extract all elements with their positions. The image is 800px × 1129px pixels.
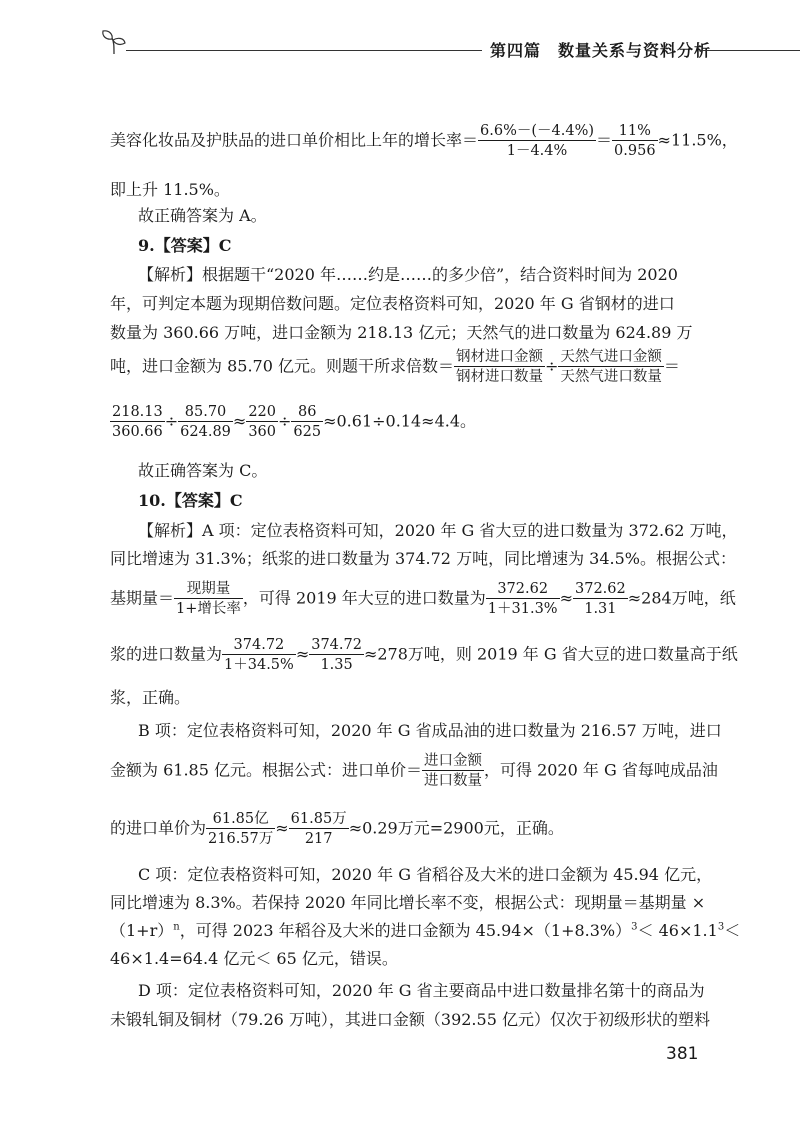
paragraph-line: 【解析】A 项：定位表格资料可知，2020 年 G 省大豆的进口数量为 372.62 万吨， <box>138 521 738 540</box>
paragraph-line: 同比增速为 31.3%；纸浆的进口数量为 374.72 万吨，同比增速为 34.5%。根据公式： <box>110 549 736 568</box>
paragraph-line: 即上升 11.5%。 <box>110 180 230 199</box>
fraction: $\frac{374.72}{1.35}$ <box>311 637 362 674</box>
fraction: $\frac{\text{进口金额}}{\text{进口数量}}$ <box>423 753 482 790</box>
fraction: $\frac{374.72}{1+34.5\%}$ <box>224 637 294 674</box>
paragraph-line: B 项：定位表格资料可知，2020 年 G 省成品油的进口数量为 216.57 万吨，进口 <box>138 721 722 740</box>
fraction: $\frac{372.62}{1.31}$ <box>575 581 626 618</box>
answer-conclusion: 故正确答案为 A。 <box>138 206 267 225</box>
fraction: $\frac{\text{61.85亿}}{\text{216.57万}}$ <box>208 811 274 848</box>
header-rule-right <box>700 50 800 51</box>
paragraph-line: 同比增速为 8.3%。若保持 2020 年同比增长率不变，根据公式：现期量＝基期量 × <box>110 893 706 912</box>
running-header <box>100 28 740 58</box>
q10-answer-label: 10.【答案】C <box>138 491 243 510</box>
paragraph-line: 年，可判定本题为现期倍数问题。定位表格资料可知，2020 年 G 省钢材的进口 <box>110 294 675 313</box>
paragraph-line: D 项：定位表格资料可知，2020 年 G 省主要商品中进口数量排名第十的商品为 <box>138 981 705 1000</box>
fraction: $\frac{\text{钢材进口金额}}{\text{钢材进口数量}}$ <box>455 349 543 386</box>
fraction: $\frac{85.70}{624.89}$ <box>180 404 231 441</box>
header-title: 第四篇 数量关系与资料分析 <box>490 41 712 60</box>
paragraph-line: 46×1.4=64.4 亿元＜ 65 亿元，错误。 <box>110 949 398 968</box>
fraction: $\frac{86}{625}$ <box>293 404 322 441</box>
header-rule-left <box>126 50 482 51</box>
paragraph-line: 数量为 360.66 万吨，进口金额为 218.13 亿元；天然气的进口数量为 624.89 万 <box>110 323 693 342</box>
growth-rate-line: 美容化妆品及护肤品的进口单价相比上年的增长率＝ $\frac{6.6\%-(-4.4\%)}{1-4.4\%}$ ＝ $\frac{11\%}{0.956}$ ≈11.5%， <box>110 123 738 160</box>
fraction: $\frac{220}{360}$ <box>248 404 276 441</box>
paragraph-line: 未锻轧铜及铜材（79.26 万吨），其进口金额（392.55 亿元）仅次于初级形状的塑料 <box>110 1010 710 1029</box>
fraction: $\frac{11\%}{0.956}$ <box>614 123 656 160</box>
answer-conclusion: 故正确答案为 C。 <box>138 461 268 480</box>
multiple-formula-line: 吨，进口金额为 85.70 亿元。则题干所求倍数＝ $\frac{\text{钢材进口金额}}{\text{钢材进口数量}}$ ÷ $\frac{\text{天然气进口金额}}{\text{天然气进口数量}}$ ＝ <box>110 349 680 386</box>
fraction: $\frac{218.13}{360.66}$ <box>112 404 163 441</box>
unit-price-formula-line: 金额为 61.85 亿元。根据公式：进口单价＝ $\frac{\text{进口金额}}{\text{进口数量}}$ ，可得 2020 年 G 省每吨成品油 <box>110 753 718 790</box>
base-period-formula-line: 基期量＝ $\frac{\text{现期量}}{\text{1+增长率}}$ ，可得 2019 年大豆的进口数量为 $\frac{372.62}{1+31.3\%}$ ≈ $\frac{372.62}{1.31}$ ≈284万吨，纸 <box>110 581 736 618</box>
sprout-icon <box>100 28 134 58</box>
power-formula-line: $(1+r)^n$，可得 2023 年稻谷及大米的进口金额为 $45.94\times(1+8.3\%)^3< 46\times 1.1^3<$ <box>110 921 741 940</box>
fraction: $\frac{\text{61.85万}}{217}$ <box>290 811 347 848</box>
paragraph-line: 浆，正确。 <box>110 688 191 707</box>
text: 美容化妆品及护肤品的进口单价相比上年的增长率＝ <box>110 130 479 150</box>
fraction: $\frac{\text{现期量}}{\text{1+增长率}}$ <box>176 581 241 618</box>
pulp-formula-line: 浆的进口数量为 $\frac{374.72}{1+34.5\%}$ ≈ $\frac{374.72}{1.35}$ ≈278万吨，则 2019 年 G 省大豆的进口数量高于纸 <box>110 637 738 674</box>
paragraph-line: 【解析】根据题干“2020 年……约是……的多少倍”，结合资料时间为 2020 <box>138 265 678 284</box>
paragraph-line: C 项：定位表格资料可知，2020 年 G 省稻谷及大米的进口金额为 45.94 亿元， <box>138 865 713 884</box>
fraction: $\frac{6.6\%-(-4.4\%)}{1-4.4\%}$ <box>480 123 595 160</box>
page-number: 381 <box>666 1044 699 1064</box>
calculation-line: $\frac{218.13}{360.66}$ ÷ $\frac{85.70}{624.89}$ ≈ $\frac{220}{360}$ ÷ $\frac{86}{625}$ ≈0.61÷0.14≈4.4。 <box>112 404 477 441</box>
q9-answer-label: 9.【答案】C <box>138 236 232 255</box>
fraction: $\frac{\text{天然气进口金额}}{\text{天然气进口数量}}$ <box>560 349 662 386</box>
fraction: $\frac{372.62}{1+31.3\%}$ <box>487 581 558 618</box>
unit-price-calc-line: 的进口单价为 $\frac{\text{61.85亿}}{\text{216.57万}}$ ≈ $\frac{\text{61.85万}}{217}$ ≈0.29万元=2900元，正确。 <box>110 811 564 848</box>
